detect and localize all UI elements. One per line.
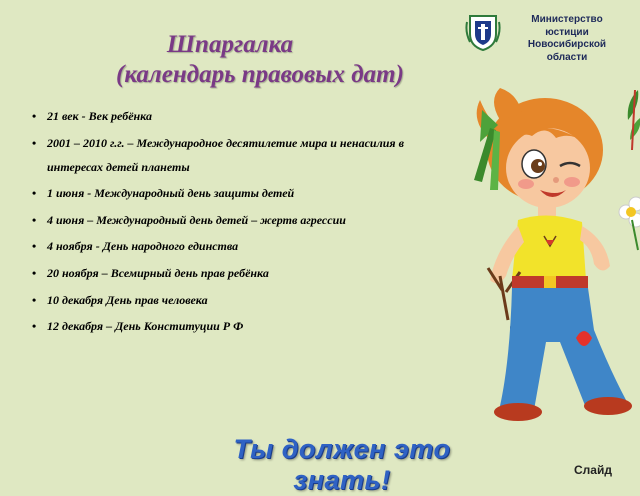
ministry-block (462, 10, 640, 70)
ministry-line-2: юстиции (545, 26, 589, 38)
footer-slogan: Ты должен это знать! (233, 434, 451, 495)
list-item: • 12 декабря – День Конституции Р Ф (32, 314, 462, 338)
slide-title (110, 30, 410, 90)
daisy-icon (619, 197, 640, 250)
title-line-2: (календарь правовых дат) (116, 61, 404, 88)
cartoon-girl-illustration (460, 80, 640, 425)
dates-list (32, 104, 462, 341)
ministry-line-4: области (546, 51, 588, 63)
ministry-line-1: Министерство (531, 14, 603, 25)
title-line-1: Шпаргалка (166, 31, 294, 58)
coat-of-arms-icon (464, 12, 502, 52)
slide-number-label: Слайд (574, 463, 612, 477)
list-item: • 4 ноября - День народного единства (32, 234, 462, 258)
list-item: • 21 век - Век ребёнка (32, 104, 462, 128)
ministry-name (500, 14, 634, 64)
ministry-line-3: Новосибирской (527, 39, 607, 50)
list-item: • 4 июня – Международный день детей – жертв агрессии (32, 208, 462, 232)
list-item: • 2001 – 2010 г.г. – Международное десятилетие мира и ненасилия в интересах детей планеты (32, 131, 462, 179)
list-item: • 20 ноября – Всемирный день прав ребёнка (32, 261, 462, 285)
list-item: • 10 декабря День прав человека (32, 288, 462, 312)
list-item: • 1 июня - Международный день защиты детей (32, 181, 462, 205)
